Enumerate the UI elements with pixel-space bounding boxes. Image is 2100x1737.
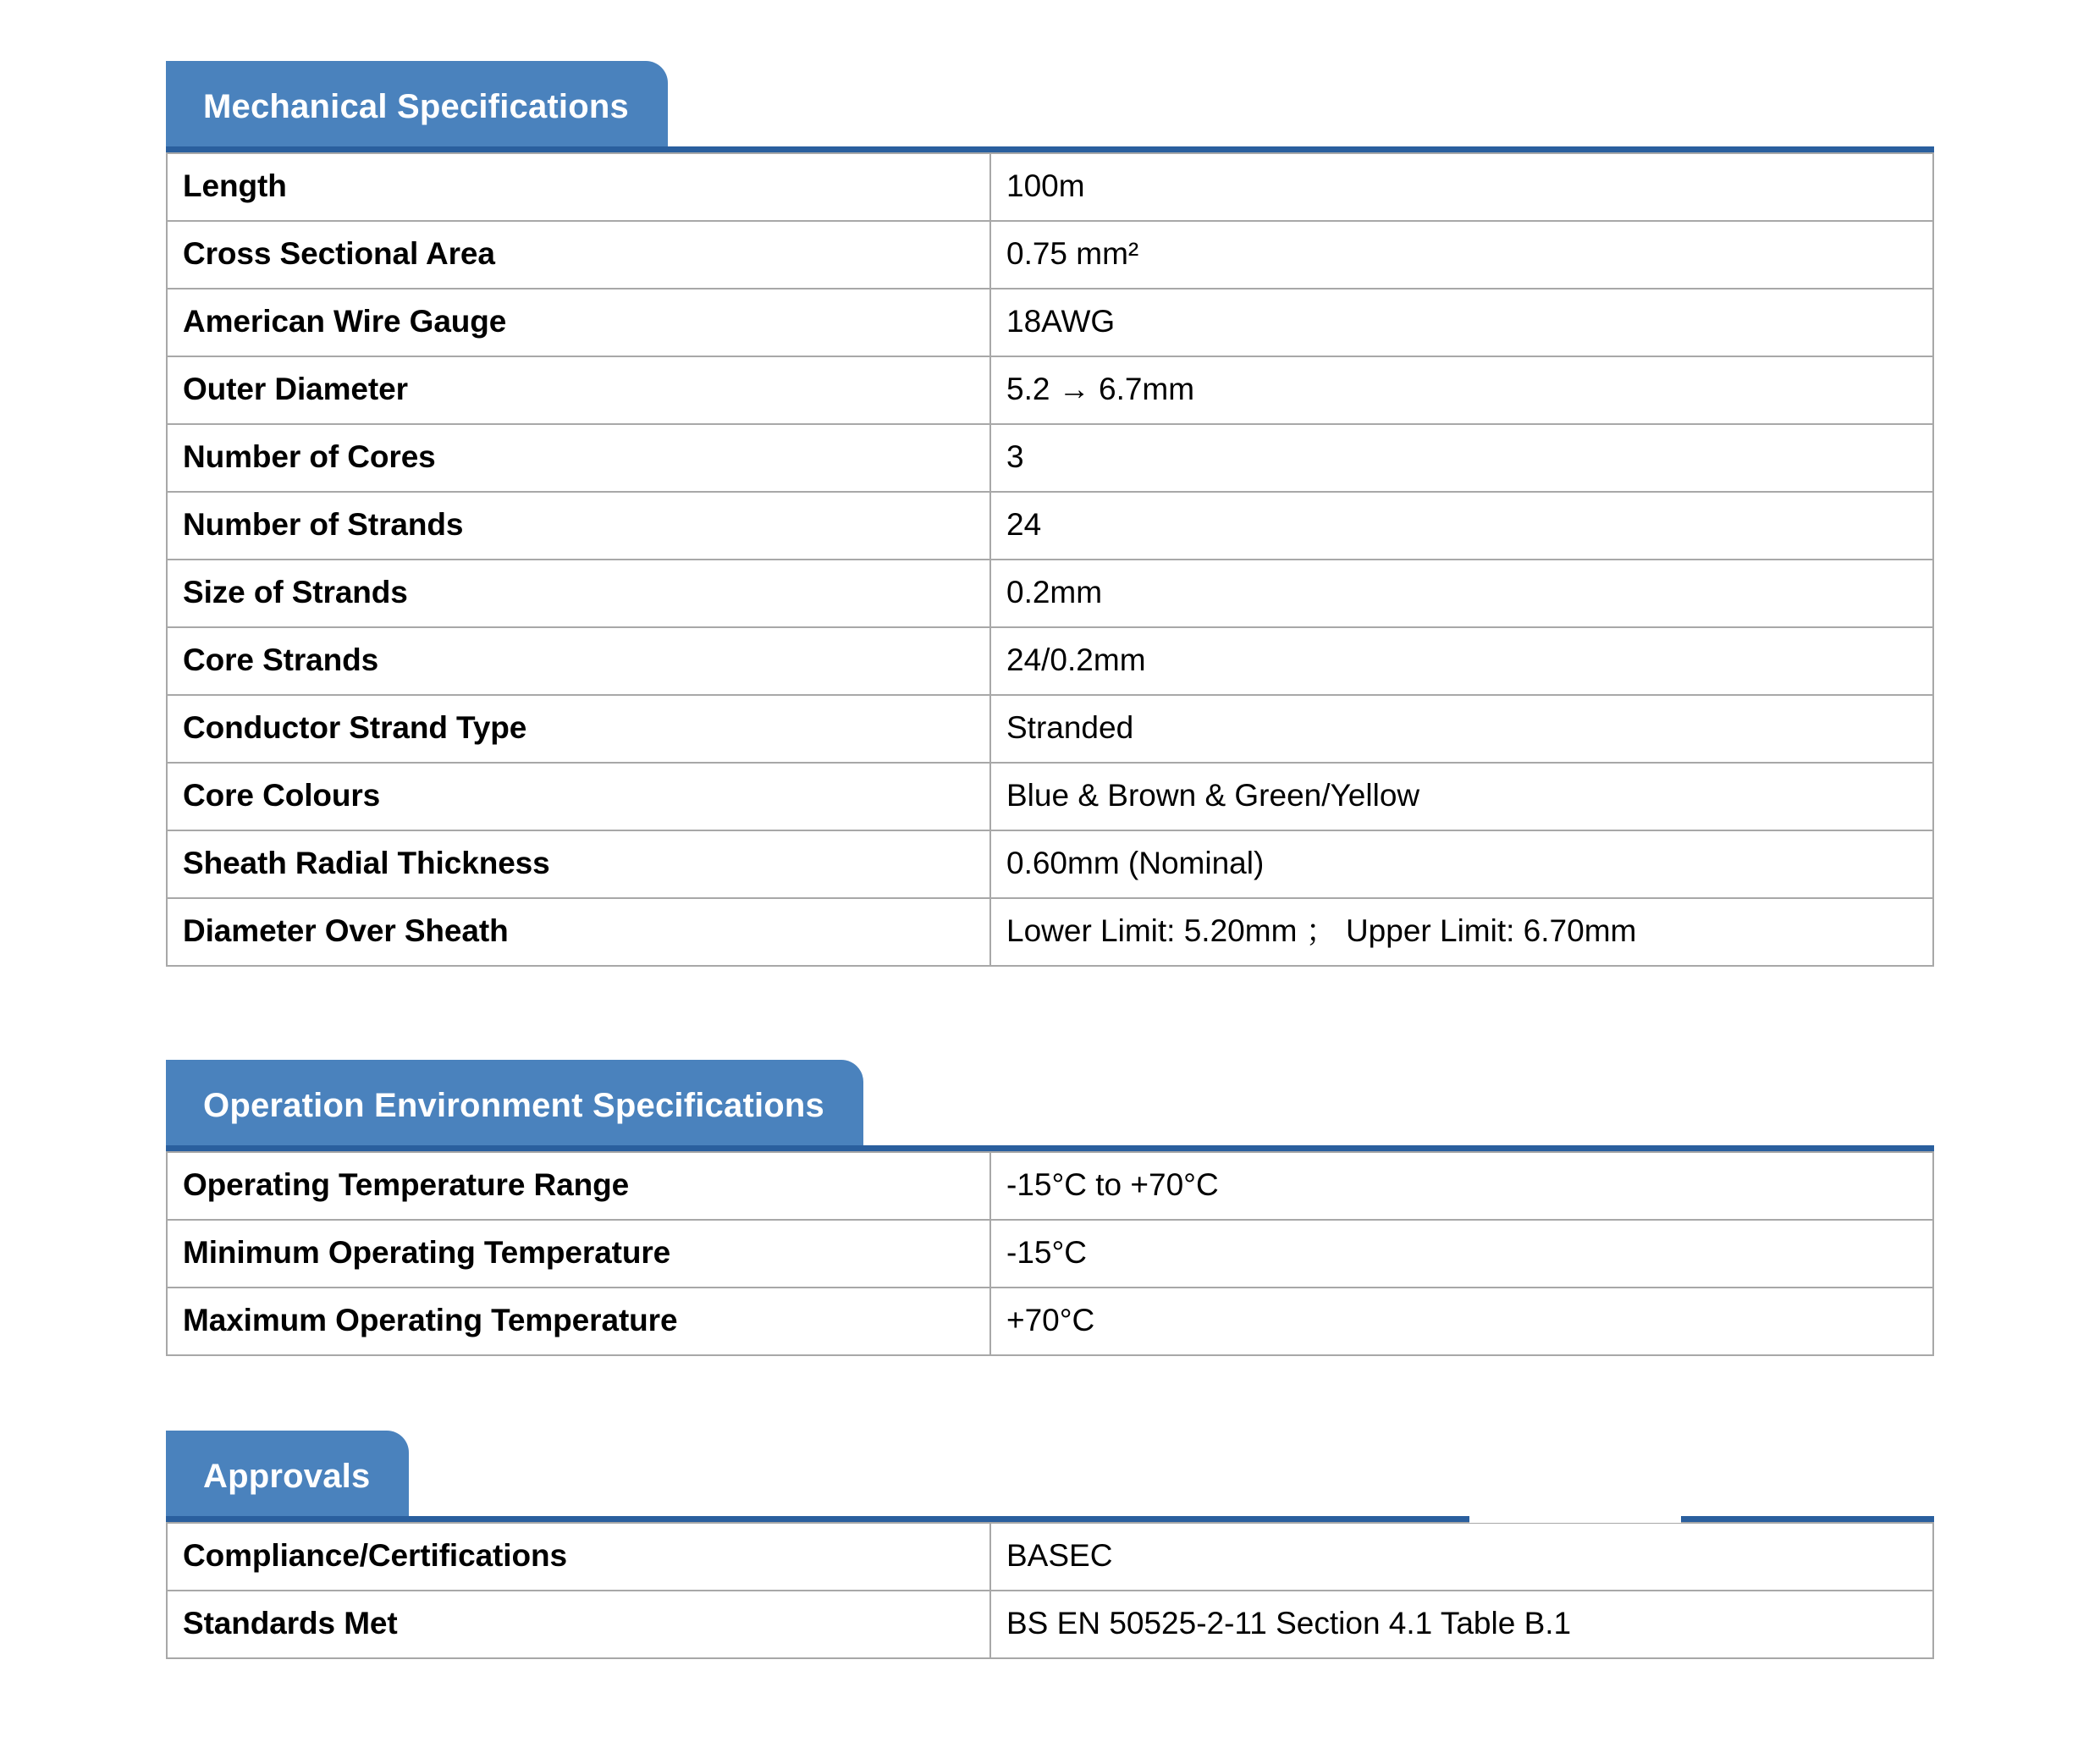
row-label: Number of Strands — [167, 492, 990, 560]
row-value: +70°C — [990, 1288, 1933, 1355]
table-row — [167, 289, 1933, 356]
row-label: Size of Strands — [167, 560, 990, 627]
row-label: Outer Diameter — [167, 356, 990, 424]
row-value: 0.60mm (Nominal) — [990, 830, 1933, 898]
section-tab-operation — [166, 1060, 863, 1151]
table-row — [167, 1152, 1933, 1220]
table-row — [167, 356, 1933, 424]
row-label: Core Colours — [167, 763, 990, 830]
section-title-approvals: Approvals — [203, 1457, 371, 1495]
row-label: Sheath Radial Thickness — [167, 830, 990, 898]
row-value: 18AWG — [990, 289, 1933, 356]
table-row — [167, 424, 1933, 492]
table-row — [167, 1523, 1933, 1591]
spec-table-approvals — [166, 1522, 1934, 1659]
row-label: Conductor Strand Type — [167, 695, 990, 763]
row-value: Lower Limit: 5.20mm ； Upper Limit: 6.70mm — [990, 898, 1933, 966]
table-row — [167, 153, 1933, 221]
table-row — [167, 898, 1933, 966]
section-operation-environment-specifications — [0, 1060, 2100, 1356]
row-label: Core Strands — [167, 627, 990, 695]
table-row — [167, 830, 1933, 898]
row-value: -15°C — [990, 1220, 1933, 1288]
row-label: Minimum Operating Temperature — [167, 1220, 990, 1288]
row-value: 3 — [990, 424, 1933, 492]
table-row — [167, 492, 1933, 560]
section-spacer-2 — [0, 1356, 2100, 1431]
section-rule-mechanical — [166, 146, 1934, 152]
spec-table-mechanical — [166, 152, 1934, 967]
section-tab-approvals — [166, 1431, 409, 1522]
section-title-mechanical: Mechanical Specifications — [203, 87, 629, 125]
table-row — [167, 627, 1933, 695]
row-value: BS EN 50525-2-11 Section 4.1 Table B.1 — [990, 1591, 1933, 1658]
row-label: American Wire Gauge — [167, 289, 990, 356]
row-label: Compliance/Certifications — [167, 1523, 990, 1591]
row-label: Standards Met — [167, 1591, 990, 1658]
section-header-mechanical — [0, 61, 2100, 152]
table-row — [167, 1288, 1933, 1355]
row-value: 0.2mm — [990, 560, 1933, 627]
section-approvals — [0, 1431, 2100, 1659]
section-rule-approvals — [166, 1516, 1934, 1522]
section-header-approvals — [0, 1431, 2100, 1522]
row-label: Diameter Over Sheath — [167, 898, 990, 966]
spec-table-operation — [166, 1151, 1934, 1356]
row-label: Maximum Operating Temperature — [167, 1288, 990, 1355]
section-title-operation: Operation Environment Specifications — [203, 1086, 824, 1124]
row-value: 24/0.2mm — [990, 627, 1933, 695]
top-spacer — [0, 0, 2100, 61]
table-row — [167, 560, 1933, 627]
section-tab-mechanical — [166, 61, 668, 152]
section-mechanical-specifications — [0, 61, 2100, 967]
row-value: 100m — [990, 153, 1933, 221]
row-value: Blue & Brown & Green/Yellow — [990, 763, 1933, 830]
table-row — [167, 221, 1933, 289]
row-value: 0.75 mm² — [990, 221, 1933, 289]
row-label: Length — [167, 153, 990, 221]
row-value: BASEC — [990, 1523, 1933, 1591]
section-spacer-1 — [0, 967, 2100, 1060]
table-row — [167, 1220, 1933, 1288]
row-label: Cross Sectional Area — [167, 221, 990, 289]
row-label: Operating Temperature Range — [167, 1152, 990, 1220]
table-row — [167, 695, 1933, 763]
section-header-operation — [0, 1060, 2100, 1151]
table-row — [167, 1591, 1933, 1658]
table-row — [167, 763, 1933, 830]
row-value: Stranded — [990, 695, 1933, 763]
row-value: 5.2 → 6.7mm — [990, 356, 1933, 424]
row-value: -15°C to +70°C — [990, 1152, 1933, 1220]
section-rule-operation — [166, 1145, 1934, 1151]
row-label: Number of Cores — [167, 424, 990, 492]
row-value: 24 — [990, 492, 1933, 560]
